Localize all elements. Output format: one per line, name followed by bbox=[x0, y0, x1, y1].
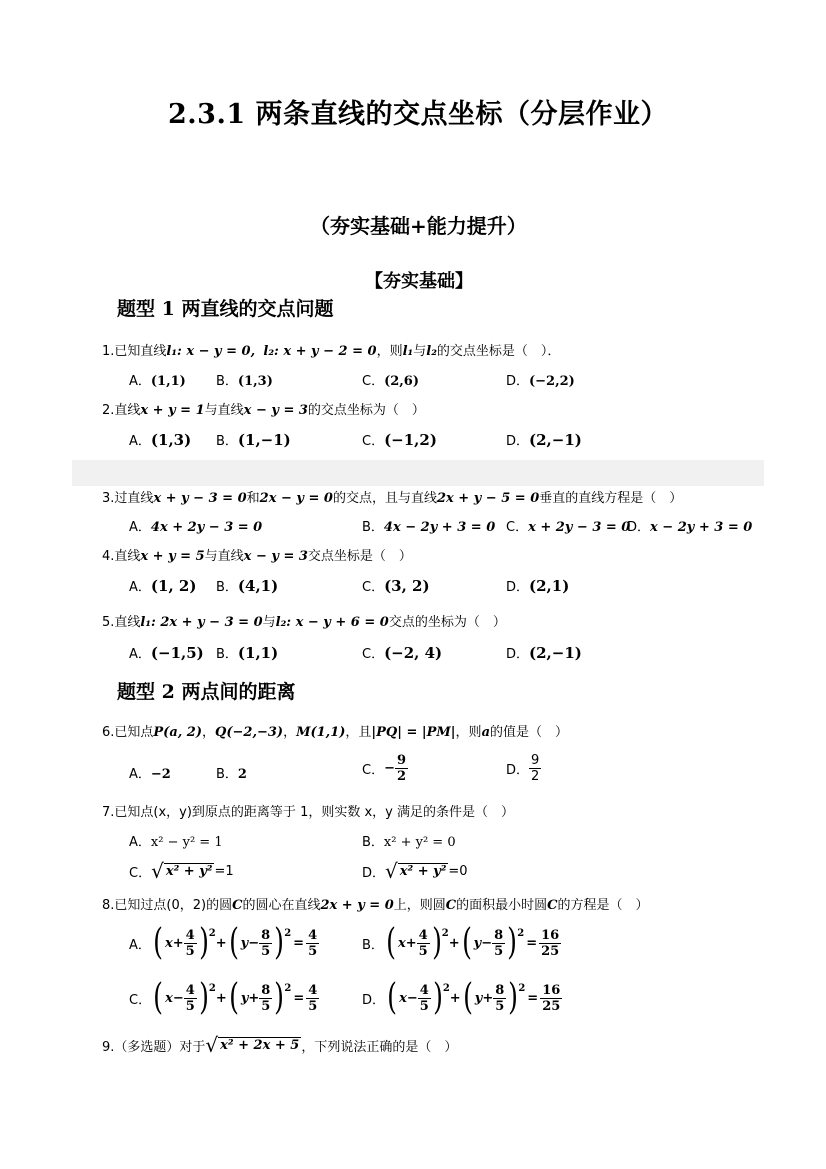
q1-l2-ref: l₂ bbox=[426, 344, 437, 359]
q7-option-a: A．x² − y² = 1 bbox=[129, 835, 223, 850]
type2-heading: 题型 2 两点间的距离 bbox=[117, 681, 296, 703]
q7-option-b: B．x² + y² = 0 bbox=[362, 835, 456, 850]
q1-option-c: C．(2,6) bbox=[362, 374, 419, 389]
page-title: 2.3.1 两条直线的交点坐标（分层作业） bbox=[168, 99, 669, 130]
question-2: 2.直线x + y = 1与直线x − y = 3的交点坐标为（ ） bbox=[102, 403, 425, 418]
question-5: 5.直线l₁: 2x + y − 3 = 0与l₂: x − y + 6 = 0交点的坐标为（ ） bbox=[102, 615, 506, 630]
question-8: 8.已知过点(0，2)的圆C的圆心在直线2x + y = 0上，则圆C的面积最小时圆C的方程是（ ） bbox=[102, 898, 649, 913]
q5-option-d: D．(2,−1) bbox=[506, 644, 582, 662]
q4-option-a: A．(1, 2) bbox=[129, 577, 197, 595]
q3-option-a: A．4x + 2y − 3 = 0 bbox=[129, 520, 263, 535]
gray-divider-band bbox=[72, 460, 764, 486]
q7-option-c: C． √ x² + y² =1 bbox=[129, 859, 234, 883]
q2-option-d: D．(2,−1) bbox=[506, 431, 582, 449]
page-subtitle: （夯实基础+能力提升） bbox=[310, 214, 527, 238]
q3-option-d: D．x − 2y + 3 = 0 bbox=[627, 520, 753, 535]
q2-option-b: B．(1,−1) bbox=[216, 431, 291, 449]
q8-option-a: A． ( x + $\frac{4}{5}$ ) 2 + ( y − $\frac{8}{5}$ ) 2 = $\frac{4}{5}$ bbox=[129, 922, 318, 963]
q8-option-b: B． ( x + $\frac{4}{5}$ ) 2 + ( y − $\frac{8}{5}$ ) 2 = $\frac{16}{25}$ bbox=[362, 922, 560, 963]
q3-option-b: B．4x − 2y + 3 = 0 bbox=[362, 520, 496, 535]
question-4: 4.直线x + y = 5与直线x − y = 3交点坐标是（ ） bbox=[102, 549, 412, 564]
q4-option-c: C．(3, 2) bbox=[362, 577, 430, 595]
type1-heading: 题型 1 两直线的交点问题 bbox=[117, 298, 334, 320]
q1-option-d: D．(−2,2) bbox=[506, 374, 575, 389]
q1-option-a: A．(1,1) bbox=[129, 374, 186, 389]
question-9: 9.（多选题）对于 √ x² + 2x + 5 ，下列说法正确的是（ ） bbox=[102, 1033, 458, 1057]
q1-prefix: 1.已知直线 bbox=[102, 344, 167, 359]
q4-option-d: D．(2,1) bbox=[506, 577, 570, 595]
question-3: 3.过直线x + y − 3 = 0和2x − y = 0的交点，且与直线2x + y − 5 = 0垂直的直线方程是（ ） bbox=[102, 491, 683, 506]
q6-option-d: D． $\frac{9}{2}$ bbox=[506, 753, 540, 784]
q5-option-c: C．(−2, 4) bbox=[362, 644, 443, 662]
q1-text-c: 的交点坐标是（ ）． bbox=[436, 344, 561, 359]
q1-option-b: B．(1,3) bbox=[216, 374, 273, 389]
q1-line2: l₂: x + y − 2 = 0 bbox=[263, 344, 377, 359]
question-7: 7.已知点(x，y)到原点的距离等于 1，则实数 x，y 满足的条件是（ ） bbox=[102, 805, 514, 820]
q1-text-a: ，则 bbox=[376, 344, 403, 359]
question-6: 6.已知点P(a, 2)，Q(−2,−3)，M(1,1)，且|PQ| = |PM|，则a的值是（ ） bbox=[102, 725, 569, 740]
q1-text-b: 与 bbox=[413, 344, 427, 359]
q4-option-b: B．(4,1) bbox=[216, 577, 279, 595]
q2-option-a: A．(1,3) bbox=[129, 431, 192, 449]
q3-option-c: C．x + 2y − 3 = 0 bbox=[506, 520, 631, 535]
q8-option-d: D． ( x − $\frac{4}{5}$ ) 2 + ( y + $\frac{8}{5}$ ) 2 = $\frac{16}{25}$ bbox=[362, 977, 561, 1018]
question-1 bbox=[102, 340, 560, 359]
q6-option-a: A．−2 bbox=[129, 767, 171, 782]
q1-l1-ref: l₁ bbox=[402, 344, 414, 359]
section-heading: 【夯实基础】 bbox=[365, 271, 473, 292]
q6-option-b: B．2 bbox=[216, 767, 247, 782]
q5-option-b: B．(1,1) bbox=[216, 644, 279, 662]
q2-option-c: C．(−1,2) bbox=[362, 431, 437, 449]
q6-option-c: C． − $\frac{9}{2}$ bbox=[362, 753, 407, 784]
q8-option-c: C． ( x − $\frac{4}{5}$ ) 2 + ( y + $\frac{8}{5}$ ) 2 = $\frac{4}{5}$ bbox=[129, 977, 318, 1018]
q1-line1: l₁: x − y = 0, bbox=[166, 344, 256, 359]
q5-option-a: A．(−1,5) bbox=[129, 644, 204, 662]
q7-option-d: D． √ x² + y² =0 bbox=[362, 859, 468, 883]
